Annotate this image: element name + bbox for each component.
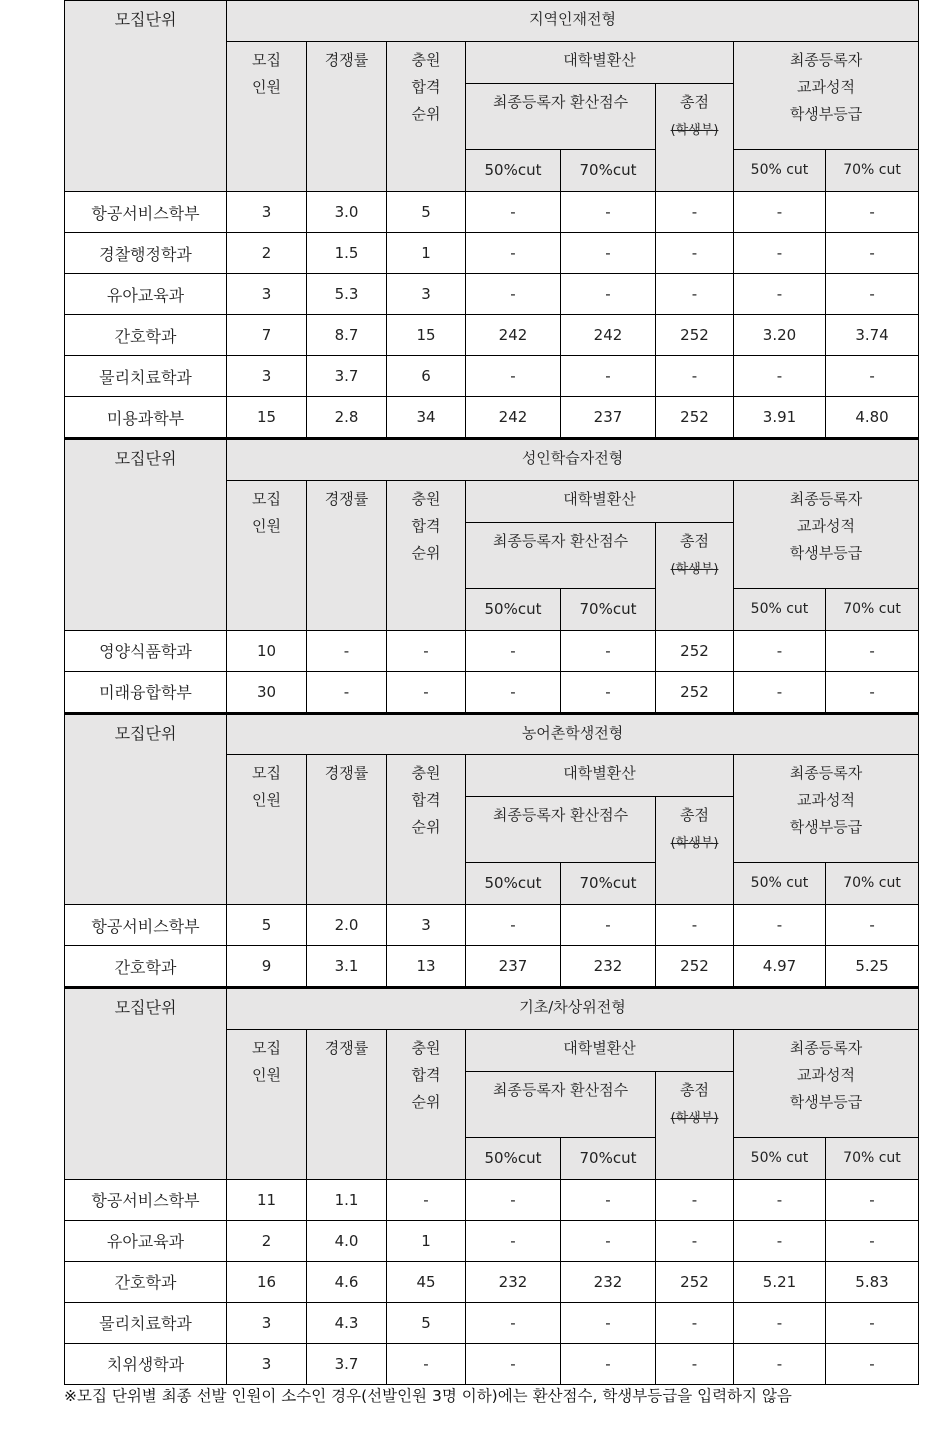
cut-50-header: 50%cut — [466, 1137, 561, 1179]
rank-cell: 3 — [387, 274, 466, 315]
competition-header: 경쟁률 — [307, 755, 387, 905]
total-cell: - — [656, 356, 734, 397]
capacity-cell: 3 — [227, 274, 307, 315]
capacity-cell: 3 — [227, 356, 307, 397]
total-cell: 252 — [656, 397, 734, 438]
rank-cell: 13 — [387, 946, 466, 987]
total-cell: - — [656, 905, 734, 946]
capacity-header: 모집 인원 — [227, 42, 307, 192]
competition-cell: 2.0 — [307, 905, 387, 946]
table-row — [65, 397, 919, 438]
rank-cell: 5 — [387, 192, 466, 233]
grade-cut-70-header: 70% cut — [826, 588, 919, 630]
unit-header: 모집단위 — [65, 439, 227, 630]
conv-70-cell: - — [561, 192, 656, 233]
rank-header: 충원 합격 순위 — [387, 1029, 466, 1179]
conv-50-cell: - — [466, 192, 561, 233]
header-row — [65, 988, 919, 1029]
conv-50-cell: - — [466, 274, 561, 315]
table-row — [65, 1261, 919, 1302]
univ-conversion-header: 대학별환산 — [466, 480, 734, 522]
rank-header: 충원 합격 순위 — [387, 755, 466, 905]
conv-70-cell: - — [561, 1220, 656, 1261]
total-cell: - — [656, 1343, 734, 1384]
grade-70-cell: - — [826, 1220, 919, 1261]
capacity-cell: 11 — [227, 1179, 307, 1220]
track-block — [64, 438, 918, 713]
final-grade-header: 최종등록자 교과성적 학생부등급 — [734, 42, 919, 150]
cut-50-header: 50%cut — [466, 150, 561, 192]
total-sub-label: (학생부) — [670, 123, 719, 138]
header-row — [65, 1, 919, 42]
capacity-cell: 15 — [227, 397, 307, 438]
total-cell: - — [656, 274, 734, 315]
conv-50-cell: 242 — [466, 315, 561, 356]
table-row — [65, 671, 919, 712]
grade-cut-70-header: 70% cut — [826, 863, 919, 905]
conv-50-cell: - — [466, 1343, 561, 1384]
grade-50-cell: 4.97 — [734, 946, 826, 987]
total-cell: - — [656, 1220, 734, 1261]
competition-cell: - — [307, 671, 387, 712]
conv-70-cell: - — [561, 671, 656, 712]
competition-header: 경쟁률 — [307, 42, 387, 192]
rank-cell: 6 — [387, 356, 466, 397]
competition-cell: 5.3 — [307, 274, 387, 315]
capacity-header: 모집 인원 — [227, 480, 307, 630]
header-row — [65, 714, 919, 755]
conv-70-cell: 232 — [561, 1261, 656, 1302]
total-cell: 252 — [656, 1261, 734, 1302]
conv-50-cell: - — [466, 233, 561, 274]
grade-70-cell: - — [826, 905, 919, 946]
final-grade-header: 최종등록자 교과성적 학생부등급 — [734, 755, 919, 863]
track-table — [64, 713, 919, 988]
grade-50-cell: - — [734, 356, 826, 397]
total-sub-label: (학생부) — [670, 836, 719, 851]
unit-cell: 항공서비스학부 — [65, 905, 227, 946]
unit-header: 모집단위 — [65, 1, 227, 192]
table-row — [65, 630, 919, 671]
capacity-cell: 3 — [227, 1302, 307, 1343]
grade-70-cell: 3.74 — [826, 315, 919, 356]
grade-cut-50-header: 50% cut — [734, 863, 826, 905]
table-row — [65, 1343, 919, 1384]
grade-50-cell: - — [734, 1179, 826, 1220]
unit-cell: 항공서비스학부 — [65, 192, 227, 233]
capacity-header: 모집 인원 — [227, 1029, 307, 1179]
grade-70-cell: 5.83 — [826, 1261, 919, 1302]
conv-70-cell: 242 — [561, 315, 656, 356]
rank-cell: 5 — [387, 1302, 466, 1343]
grade-70-cell: 4.80 — [826, 397, 919, 438]
cut-50-header: 50%cut — [466, 863, 561, 905]
grade-50-cell: 3.20 — [734, 315, 826, 356]
table-row — [65, 274, 919, 315]
conv-50-cell: - — [466, 630, 561, 671]
unit-cell: 치위생학과 — [65, 1343, 227, 1384]
total-cell: 252 — [656, 671, 734, 712]
rank-cell: - — [387, 630, 466, 671]
grade-50-cell: - — [734, 905, 826, 946]
header-row — [65, 439, 919, 480]
unit-cell: 유아교육과 — [65, 1220, 227, 1261]
competition-header: 경쟁률 — [307, 1029, 387, 1179]
rank-cell: 45 — [387, 1261, 466, 1302]
capacity-cell: 7 — [227, 315, 307, 356]
track-title: 기초/차상위전형 — [227, 988, 919, 1029]
grade-70-cell: - — [826, 1302, 919, 1343]
total-header: 총점 (학생부) — [656, 1071, 734, 1179]
competition-cell: 4.0 — [307, 1220, 387, 1261]
univ-conversion-header: 대학별환산 — [466, 42, 734, 84]
table-row — [65, 192, 919, 233]
track-block — [64, 0, 918, 438]
grade-50-cell: 5.21 — [734, 1261, 826, 1302]
competition-cell: 4.3 — [307, 1302, 387, 1343]
unit-cell: 간호학과 — [65, 1261, 227, 1302]
conv-50-cell: 242 — [466, 397, 561, 438]
capacity-cell: 30 — [227, 671, 307, 712]
rank-cell: 1 — [387, 1220, 466, 1261]
final-grade-header: 최종등록자 교과성적 학생부등급 — [734, 1029, 919, 1137]
capacity-cell: 10 — [227, 630, 307, 671]
unit-cell: 간호학과 — [65, 315, 227, 356]
capacity-cell: 2 — [227, 233, 307, 274]
track-table — [64, 0, 919, 438]
conv-50-cell: - — [466, 671, 561, 712]
track-title: 성인학습자전형 — [227, 439, 919, 480]
conv-score-header: 최종등록자 환산점수 — [466, 84, 656, 150]
rank-cell: - — [387, 1179, 466, 1220]
competition-cell: 8.7 — [307, 315, 387, 356]
grade-cut-70-header: 70% cut — [826, 150, 919, 192]
unit-header: 모집단위 — [65, 714, 227, 905]
univ-conversion-header: 대학별환산 — [466, 1029, 734, 1071]
total-cell: 252 — [656, 946, 734, 987]
total-cell: - — [656, 1179, 734, 1220]
conv-70-cell: 237 — [561, 397, 656, 438]
cut-70-header: 70%cut — [561, 863, 656, 905]
conv-70-cell: - — [561, 630, 656, 671]
total-sub-label: (학생부) — [670, 561, 719, 577]
conv-70-cell: - — [561, 356, 656, 397]
conv-70-cell: - — [561, 905, 656, 946]
competition-cell: 3.7 — [307, 1343, 387, 1384]
final-grade-header: 최종등록자 교과성적 학생부등급 — [734, 480, 919, 588]
unit-cell: 항공서비스학부 — [65, 1179, 227, 1220]
grade-50-cell: 3.91 — [734, 397, 826, 438]
table-row — [65, 315, 919, 356]
competition-cell: 3.1 — [307, 946, 387, 987]
competition-cell: 1.5 — [307, 233, 387, 274]
rank-cell: 3 — [387, 905, 466, 946]
grade-70-cell: - — [826, 671, 919, 712]
grade-50-cell: - — [734, 671, 826, 712]
cut-70-header: 70%cut — [561, 588, 656, 630]
capacity-cell: 2 — [227, 1220, 307, 1261]
grade-70-cell: - — [826, 274, 919, 315]
grade-50-cell: - — [734, 274, 826, 315]
grade-70-cell: 5.25 — [826, 946, 919, 987]
conv-70-cell: - — [561, 1302, 656, 1343]
table-row — [65, 905, 919, 946]
grade-50-cell: - — [734, 233, 826, 274]
competition-cell: 1.1 — [307, 1179, 387, 1220]
unit-cell: 유아교육과 — [65, 274, 227, 315]
conv-70-cell: - — [561, 1179, 656, 1220]
track-table — [64, 438, 919, 713]
grade-50-cell: - — [734, 1220, 826, 1261]
grade-cut-50-header: 50% cut — [734, 588, 826, 630]
conv-50-cell: 237 — [466, 946, 561, 987]
conv-50-cell: - — [466, 1302, 561, 1343]
table-row — [65, 1220, 919, 1261]
total-cell: - — [656, 233, 734, 274]
track-title: 지역인재전형 — [227, 1, 919, 42]
competition-cell: - — [307, 630, 387, 671]
table-row — [65, 1179, 919, 1220]
conv-50-cell: 232 — [466, 1261, 561, 1302]
conv-50-cell: - — [466, 1179, 561, 1220]
table-row — [65, 356, 919, 397]
conv-50-cell: - — [466, 905, 561, 946]
rank-header: 충원 합격 순위 — [387, 42, 466, 192]
grade-70-cell: - — [826, 1343, 919, 1384]
rank-cell: 15 — [387, 315, 466, 356]
total-cell: - — [656, 1302, 734, 1343]
total-header: 총점 (학생부) — [656, 84, 734, 192]
total-sub-label: (학생부) — [670, 1110, 719, 1126]
rank-cell: 34 — [387, 397, 466, 438]
rank-cell: - — [387, 671, 466, 712]
grade-cut-50-header: 50% cut — [734, 1137, 826, 1179]
total-cell: - — [656, 192, 734, 233]
total-header: 총점 (학생부) — [656, 522, 734, 630]
grade-70-cell: - — [826, 1179, 919, 1220]
total-header: 총점 (학생부) — [656, 797, 734, 905]
capacity-cell: 5 — [227, 905, 307, 946]
grade-cut-70-header: 70% cut — [826, 1137, 919, 1179]
footnote: ※모집 단위별 최종 선발 인원이 소수인 경우(선발인원 3명 이하)에는 환산점수, 학생부등급을 입력하지 않음 — [64, 1387, 792, 1405]
competition-header: 경쟁률 — [307, 480, 387, 630]
unit-cell: 영양식품학과 — [65, 630, 227, 671]
grade-70-cell: - — [826, 630, 919, 671]
conv-70-cell: - — [561, 1343, 656, 1384]
track-table — [64, 987, 919, 1385]
rank-cell: 1 — [387, 233, 466, 274]
competition-cell: 3.0 — [307, 192, 387, 233]
grade-50-cell: - — [734, 630, 826, 671]
conv-score-header: 최종등록자 환산점수 — [466, 1071, 656, 1137]
grade-70-cell: - — [826, 233, 919, 274]
conv-70-cell: - — [561, 233, 656, 274]
competition-cell: 3.7 — [307, 356, 387, 397]
unit-cell: 물리치료학과 — [65, 1302, 227, 1343]
rank-cell: - — [387, 1343, 466, 1384]
cut-70-header: 70%cut — [561, 150, 656, 192]
cut-70-header: 70%cut — [561, 1137, 656, 1179]
conv-50-cell: - — [466, 1220, 561, 1261]
unit-cell: 물리치료학과 — [65, 356, 227, 397]
track-block — [64, 713, 918, 988]
capacity-cell: 3 — [227, 1343, 307, 1384]
capacity-cell: 16 — [227, 1261, 307, 1302]
capacity-cell: 3 — [227, 192, 307, 233]
univ-conversion-header: 대학별환산 — [466, 755, 734, 797]
capacity-cell: 9 — [227, 946, 307, 987]
rank-header: 충원 합격 순위 — [387, 480, 466, 630]
table-row — [65, 233, 919, 274]
grade-50-cell: - — [734, 1343, 826, 1384]
unit-cell: 미래융합학부 — [65, 671, 227, 712]
track-title: 농어촌학생전형 — [227, 714, 919, 755]
competition-cell: 2.8 — [307, 397, 387, 438]
grade-cut-50-header: 50% cut — [734, 150, 826, 192]
cut-50-header: 50%cut — [466, 588, 561, 630]
grade-50-cell: - — [734, 192, 826, 233]
conv-score-header: 최종등록자 환산점수 — [466, 522, 656, 588]
unit-cell: 간호학과 — [65, 946, 227, 987]
grade-50-cell: - — [734, 1302, 826, 1343]
unit-cell: 미용과학부 — [65, 397, 227, 438]
conv-50-cell: - — [466, 356, 561, 397]
grade-70-cell: - — [826, 356, 919, 397]
table-row — [65, 1302, 919, 1343]
table-row — [65, 946, 919, 987]
capacity-header: 모집 인원 — [227, 755, 307, 905]
unit-header: 모집단위 — [65, 988, 227, 1179]
conv-70-cell: - — [561, 274, 656, 315]
grade-70-cell: - — [826, 192, 919, 233]
total-cell: 252 — [656, 315, 734, 356]
total-cell: 252 — [656, 630, 734, 671]
track-block — [64, 987, 918, 1385]
competition-cell: 4.6 — [307, 1261, 387, 1302]
conv-score-header: 최종등록자 환산점수 — [466, 797, 656, 863]
unit-cell: 경찰행정학과 — [65, 233, 227, 274]
admission-results — [64, 0, 918, 1385]
conv-70-cell: 232 — [561, 946, 656, 987]
